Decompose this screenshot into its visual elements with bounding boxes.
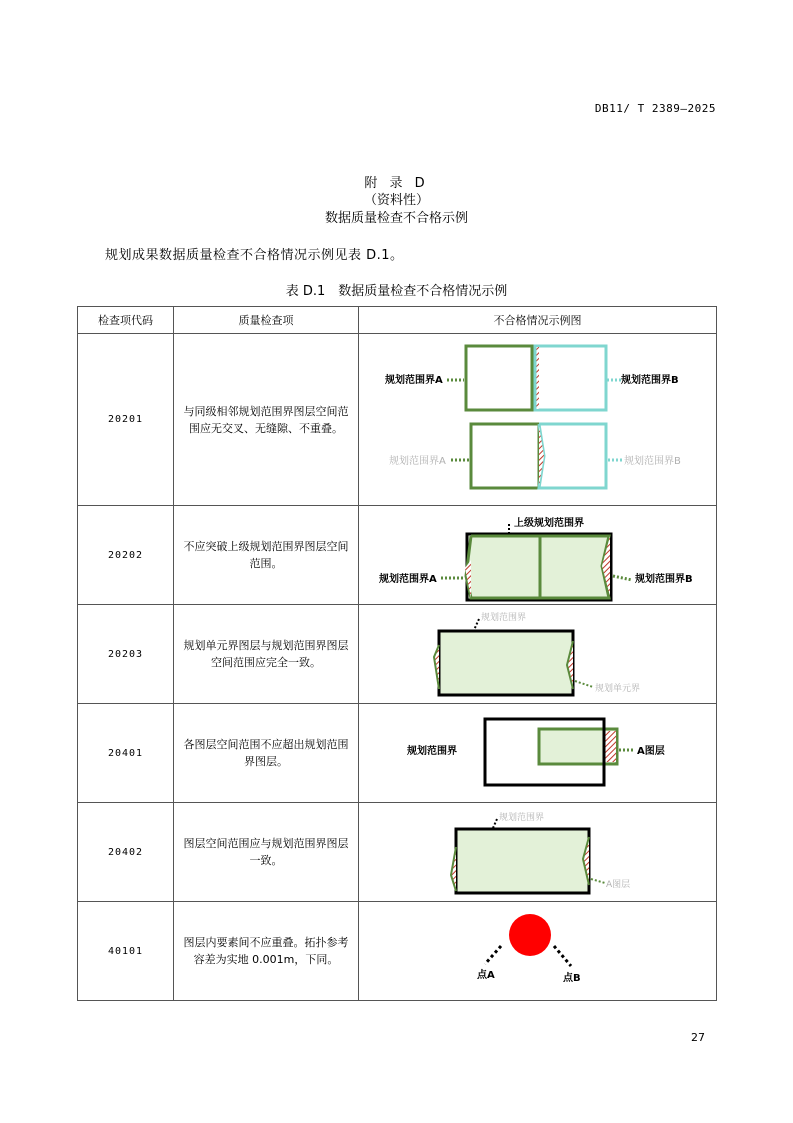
label-unit-boundary: 规划单元界 [595,684,641,694]
label-boundary-b: 规划范围界B [621,375,679,386]
plan-boundary-rect [439,631,573,695]
label-plan-boundary: 规划范围界 [481,613,527,623]
label-point-a: 点A [477,970,495,981]
appendix-type: （资料性） [363,193,429,208]
row-description: 各图层空间范围不应超出规划范围界图层。 [174,704,359,803]
figure-20202 [359,506,716,604]
label-upper-boundary: 上级规划范围界 [514,518,584,529]
figure-20401 [359,704,716,802]
figure-20402 [359,803,716,901]
label-boundary-a: 规划范围界A [379,574,437,585]
row-code: 20201 [78,334,174,506]
header-figure: 不合格情况示例图 [359,307,717,334]
table-row [78,803,717,902]
appendix-title: 附 录 D [364,176,429,191]
exceed-hatch [604,731,616,762]
row-description: 与同级相邻规划范围界图层空间范围应无交叉、无缝隙、不重叠。 [174,334,359,506]
row-figure [359,803,717,902]
appendix-name: 数据质量检查不合格示例 [324,211,468,226]
quality-check-table [77,306,717,1001]
label-boundary-b-2: 规划范围界B [624,456,681,467]
row-description: 规划单元界图层与规划范围界图层空间范围应完全一致。 [174,605,359,704]
row-code: 20401 [78,704,174,803]
document-code: DB11/ T 2389—2025 [594,102,716,115]
label-layer-a: A图层 [606,880,631,890]
table-row [78,704,717,803]
table-row [78,506,717,605]
plan-boundary-rect [456,829,589,893]
row-figure [359,605,717,704]
figure-20201 [359,334,716,505]
boundary-b-rect [535,346,606,410]
row-description: 图层内要素间不应重叠。拓扑参考容差为实地 0.001m，下同。 [174,902,359,1001]
row-description: 图层空间范围应与规划范围界图层一致。 [174,803,359,902]
label-boundary-a: 规划范围界A [385,375,443,386]
table-row [78,605,717,704]
row-code: 20202 [78,506,174,605]
label-plan-boundary: 规划范围界 [499,813,545,823]
label-boundary-b: 规划范围界B [635,574,693,585]
row-code: 20402 [78,803,174,902]
label-plan-boundary: 规划范围界 [407,746,457,757]
page-number: 27 [691,1031,705,1044]
label-layer-a: A图层 [637,746,665,757]
table-caption: 表 D.1 数据质量检查不合格情况示例 [285,284,508,299]
figure-40101 [359,902,716,1000]
header-code: 检查项代码 [78,307,174,334]
boundary-a-rect-2 [471,424,539,488]
boundary-b-rect-2 [539,424,606,488]
boundary-a-rect [466,346,532,410]
row-figure [359,334,717,506]
row-code: 40101 [78,902,174,1001]
row-figure [359,902,717,1001]
intro-paragraph: 规划成果数据质量检查不合格情况示例见表 D.1。 [105,248,404,263]
row-figure [359,704,717,803]
table-header-row [78,307,717,334]
row-figure [359,506,717,605]
overlapping-points-circle [509,914,551,956]
label-boundary-a-2: 规划范围界A [389,456,446,467]
table-row [78,334,717,506]
row-description: 不应突破上级规划范围界图层空间范围。 [174,506,359,605]
figure-20203 [359,605,716,703]
label-point-b: 点B [563,973,581,984]
header-item: 质量检查项 [174,307,359,334]
table-row [78,902,717,1001]
row-code: 20203 [78,605,174,704]
